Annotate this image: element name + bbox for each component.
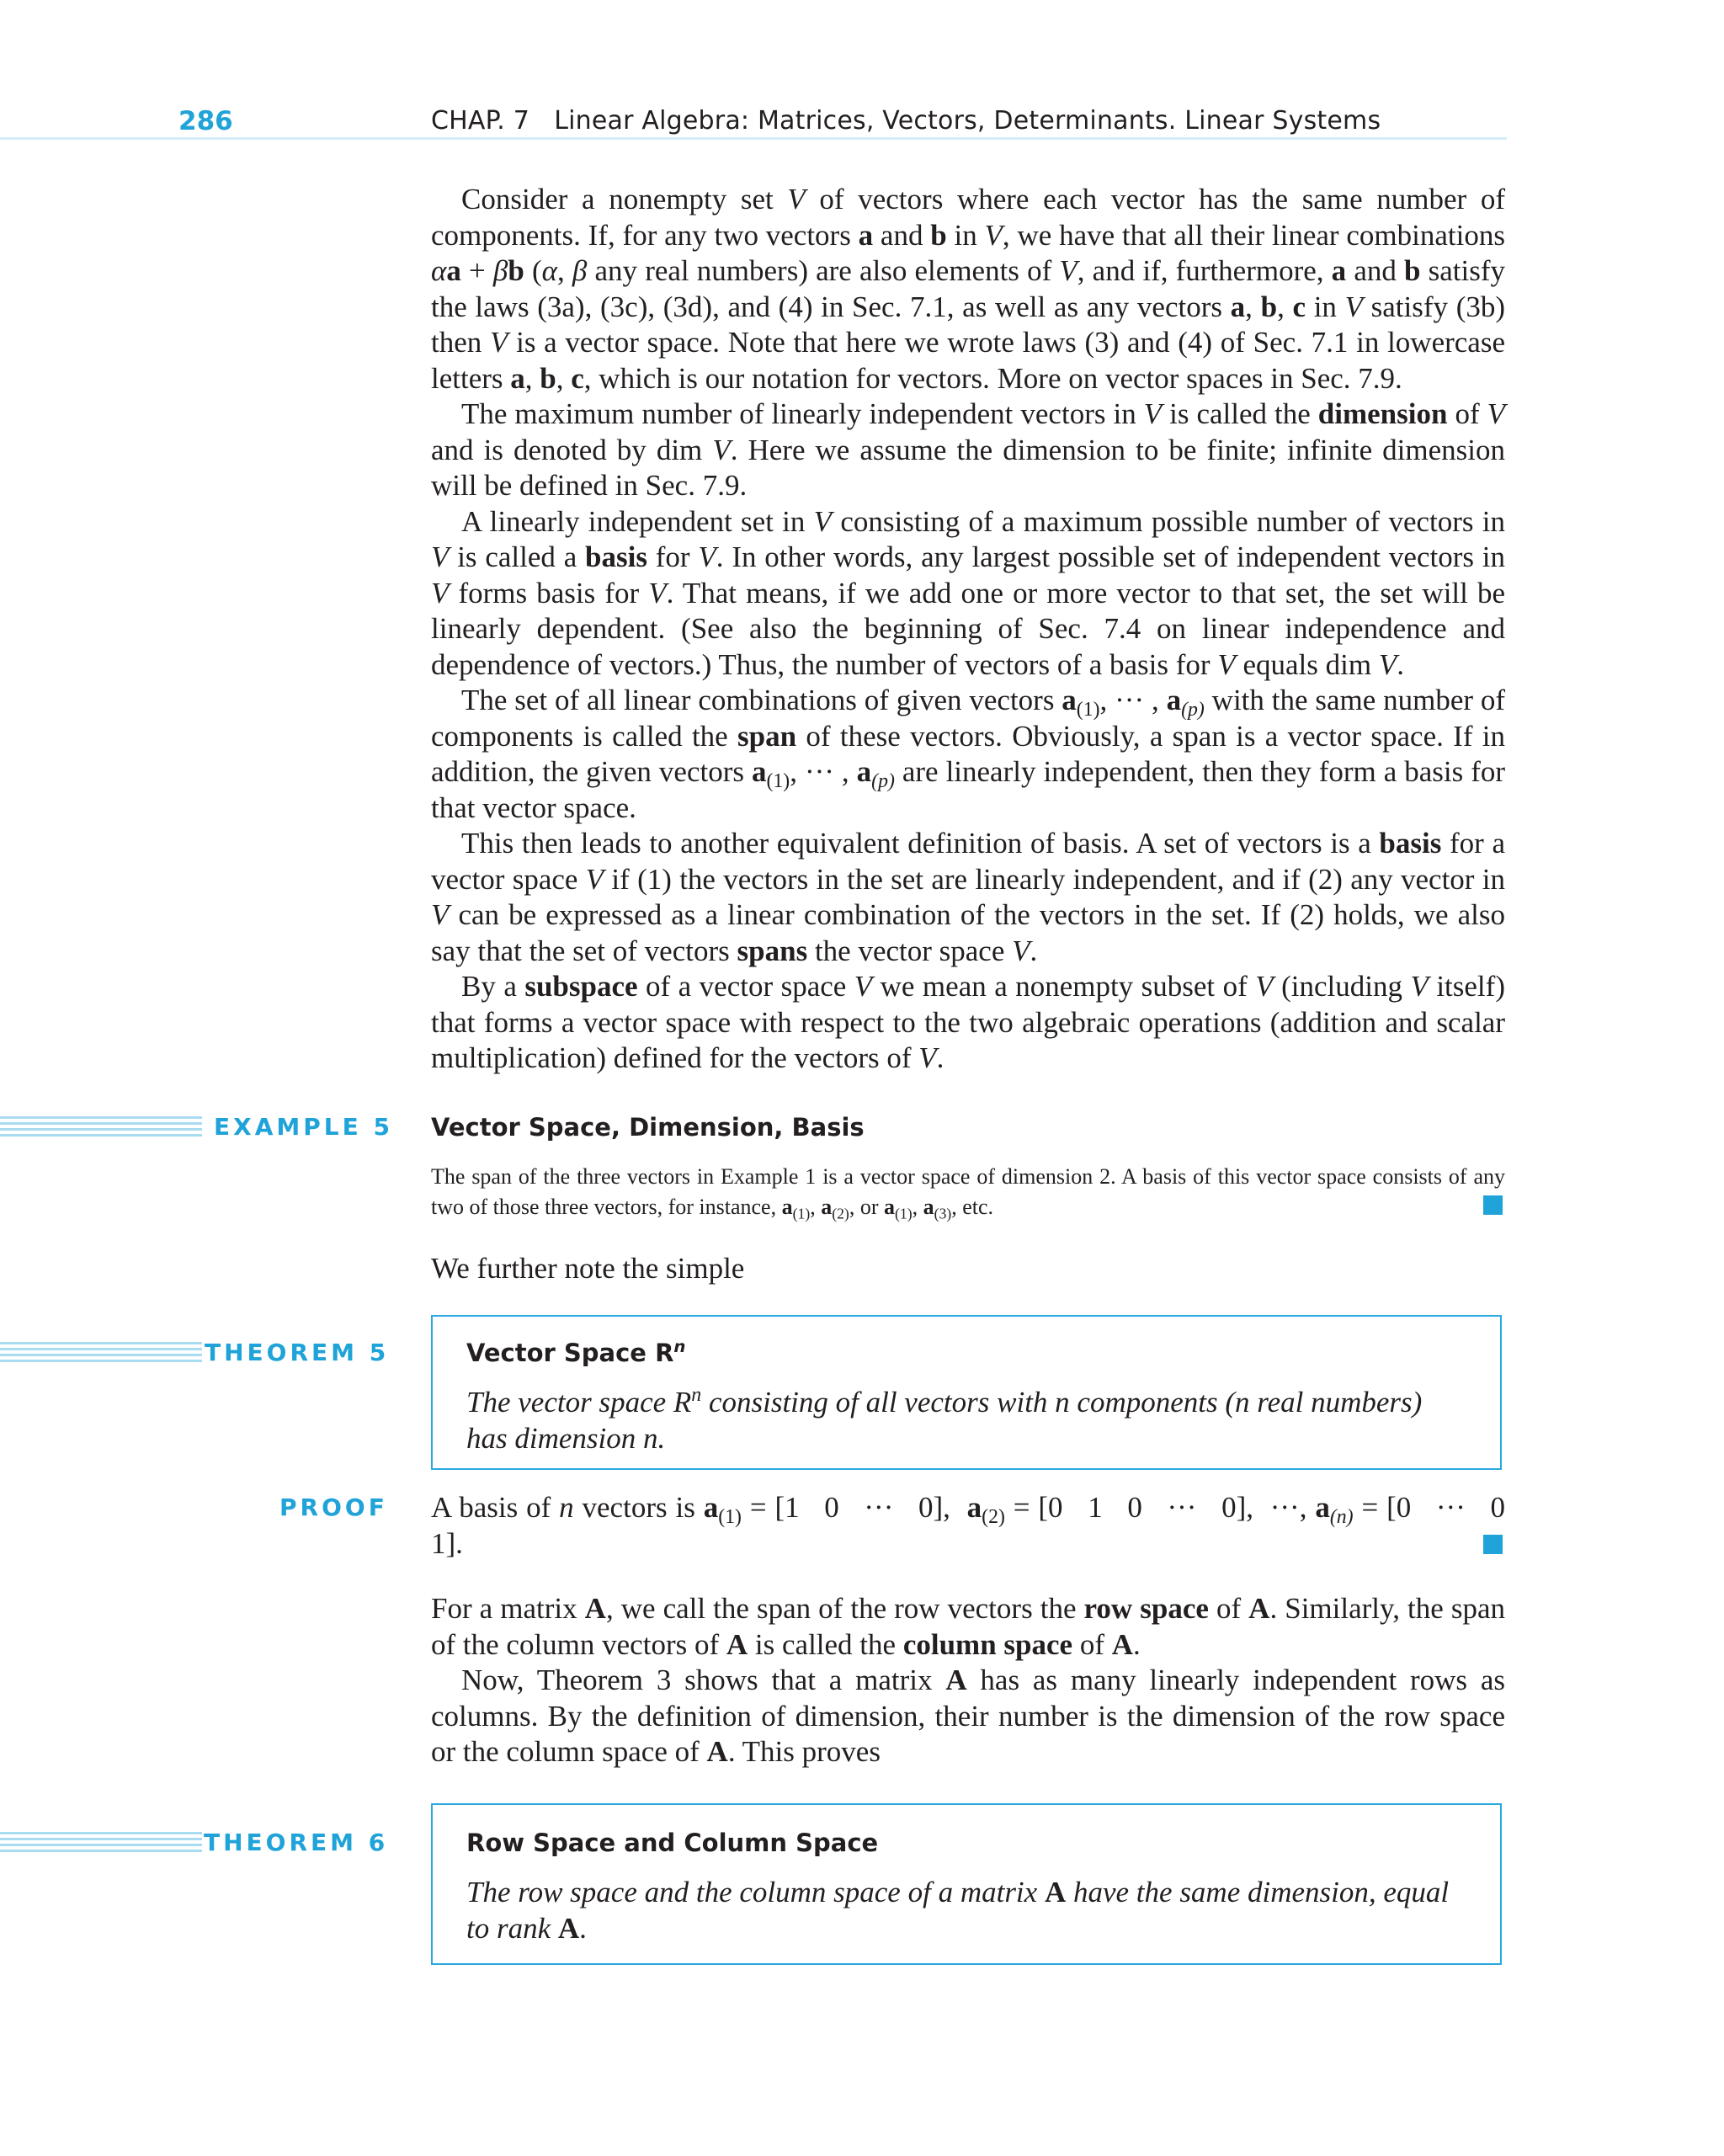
paragraph-dimension: The maximum number of linearly independent vectors in V is called the dimension of V and is denoted by dim V. Here we assume the dimension to be finite; infinite dimension will be defined in Sec. 7.9. [431,397,1505,502]
further-note: We further note the simple [431,1252,745,1285]
example-title: Vector Space, Dimension, Basis [431,1113,865,1142]
paragraph-vector-space: Consider a nonempty set V of vectors where each vector has the same number of components. If, for any two vectors a and b in V, we have that all their linear combinations αa + βb (α, β any real numbers) are also elements of V, and if, furthermore, a and b satisfy the laws (3a), (3c), (3d), and (4) in Sec. 7.1, as well as any vectors a, b, c in V satisfy (3b) then V is a vector space. Note that here we wrote laws (3) and (4) of Sec. 7.1 in lowercase letters a, b, c, which is our notation for vectors. More on vector spaces in Sec. 7.9. [431,183,1506,395]
paragraph-subspace: By a subspace of a vector space V we mean a nonempty subset of V (including V itself) that forms a vector space with respect to the two algebraic operations (addition and scalar multiplication) defined for the vectors of V. [431,970,1505,1074]
theorem5-label-rule [0,1342,202,1364]
end-of-proof-mark [1483,1535,1503,1554]
paragraph-theorem3: Now, Theorem 3 shows that a matrix A has as many linearly independent rows as columns. By the definition of dimension, their number is the dimension of the row space or the column space of A. This proves [431,1664,1505,1768]
theorem6-box [431,1803,1502,1965]
end-of-example-mark [1483,1195,1503,1215]
proof-body: A basis of n vectors is $a_{(1)} = [1$ 0 ··· 0], $a_{(2)} = [0$ 1 0 ··· 0], ···, $a_{(n)} = [0$ ··· 0 1]. [431,1491,1528,1560]
running-head: CHAP. 7 Linear Algebra: Matrices, Vectors, Determinants. Linear Systems [431,106,1381,136]
theorem6-label: THEOREM 6 [204,1829,389,1856]
paragraph-span: The set of all linear combinations of given vectors $a_{(1)}$, ··· , $a_{(p)}$ with the same number of components is called the span of these vectors. Obviously, a span is a vector space. If in addition, the given vectors $a_{(1)}$, ··· , $a_{(p)}$ are linearly independent, then they form a basis for that vector space. [431,684,1506,824]
example-label: EXAMPLE 5 [214,1113,393,1141]
paragraph-basis: A linearly independent set in V consisting of a maximum possible number of vectors in V is called a basis for V. In other words, any largest possible set of independent vectors in V forms basis for V. That means, if we add one or more vector to that set, the set will be linearly dependent. (See also the beginning of Sec. 7.4 on linear independence and dependence of vectors.) Thus, the number of vectors of a basis for V equals dim V. [431,504,1506,681]
example-body: The span of the three vectors in Example 1 is a vector space of dimension 2. A basis of this vector space consists of any two of those three vectors, for instance, $a_{(1)}$, $a_{(2)}$, or $a_{(1)}$, $a_{(3)}$, etc. [431,1164,1505,1222]
theorem6-statement: The row space and the column space of a matrix A have the same dimension, equal to rank A. [466,1876,1450,1945]
theorem5-box [431,1315,1502,1470]
example-label-rule [0,1116,202,1138]
paragraph-basis-definition: This then leads to another equivalent definition of basis. A set of vectors is a basis for a vector space V if (1) the vectors in the set are linearly independent, and if (2) any vector in V can be expressed as a linear combination of the vectors in the set. If (2) holds, we also say that the set of vectors spans the vector space V. [431,827,1505,967]
theorem6-title: Row Space and Column Space [466,1829,879,1857]
paragraph-row-column-space: For a matrix A, we call the span of the row vectors the row space of A. Similarly, the span of the column vectors of A is called the column space of A. [431,1592,1505,1661]
header-rule [0,137,1507,140]
page-number: 286 [178,106,233,136]
theorem5-title: Vector Space $R^n$ [466,1337,686,1367]
theorem5-statement: The vector space $R^n$ consisting of all vectors with n components (n real numbers) has dimension n. [466,1383,1423,1455]
body-text-1 [431,182,1505,1077]
body-text-2 [431,1591,1505,1770]
theorem6-label-rule [0,1832,202,1854]
theorem5-label: THEOREM 5 [205,1339,390,1366]
proof-label: PROOF [279,1493,388,1521]
